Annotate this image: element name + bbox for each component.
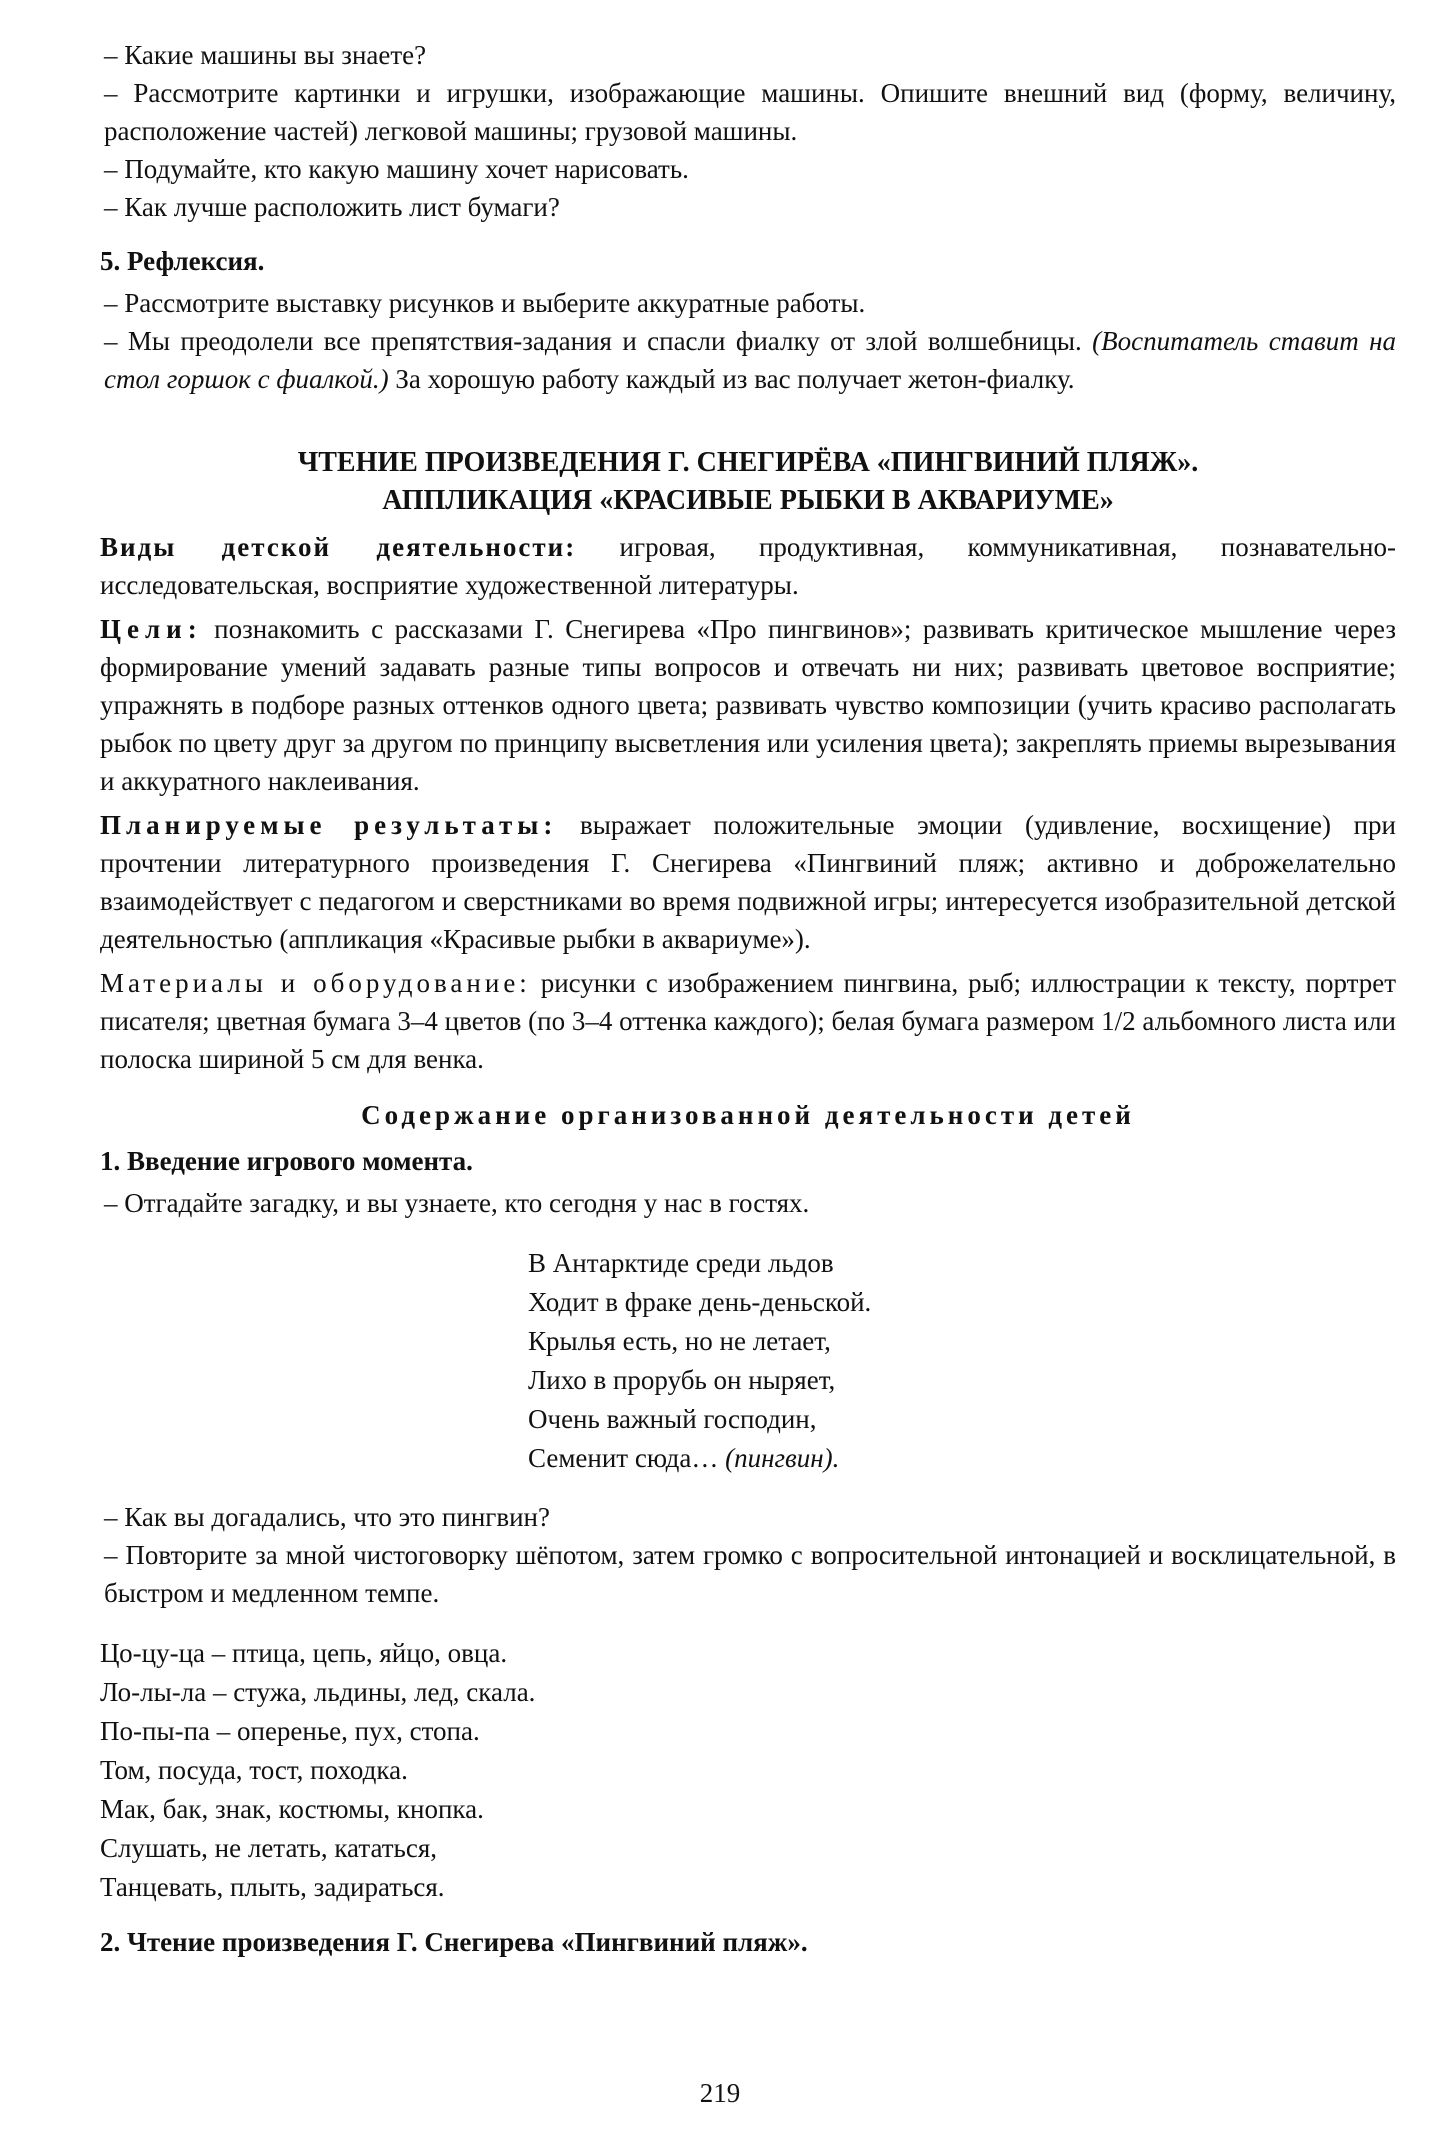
step-1-heading: 1. Введение игрового момента. [100, 1146, 473, 1176]
riddle-answer: (пингвин). [725, 1443, 840, 1473]
materials-label: Материалы и оборудование: [100, 968, 531, 998]
goals-text: познакомить с рассказами Г. Снегирева «Про пингвинов»; развивать критическое мышление через формирование умений задавать разные типы вопросов и отвечать ни них; развивать цветовое восприятие; упражнять в подборе разных оттенков одного цвета; развивать чувство композиции (учить красиво располагать рыбок по цвету друг за другом по принципу высветления или усиления цвета); закреплять приемы вырезывания и аккуратного наклеивания. [100, 614, 1396, 796]
goals-label: Цели: [100, 614, 203, 644]
instruction-look-at-pictures: – Рассмотрите картинки и игрушки, изображающие машины. Опишите внешний вид (форму, величину, расположение частей) легковой машины; грузовой машины. [104, 78, 1396, 146]
lesson-title-line-1: ЧТЕНИЕ ПРОИЗВЕДЕНИЯ Г. СНЕГИРЁВА «ПИНГВИНИЙ ПЛЯЖ». [297, 447, 1199, 478]
riddle-line: Крылья есть, но не летает, [528, 1326, 831, 1356]
materials-paragraph [100, 964, 1396, 1078]
riddle-line: Лихо в прорубь он ныряет, [528, 1365, 836, 1395]
page-number: 219 [699, 2078, 741, 2108]
reflection-line-2-start: – Мы преодолели все препятствия-задания и спасли фиалку от злой волшебницы. [104, 326, 1093, 356]
twister-line: Ло-лы-ла – стужа, льдины, лед, скала. [100, 1677, 536, 1707]
riddle-last-line [528, 1439, 1396, 1478]
twister-line: Танцевать, плыть, задираться. [100, 1872, 445, 1902]
activities-label: Виды детской деятельности: [100, 532, 577, 562]
tongue-twister [100, 1634, 1396, 1907]
riddle-line: В Антарктиде среди льдов [528, 1248, 834, 1278]
reflection-heading: 5. Рефлексия. [100, 246, 265, 276]
reflection-stage-direction: (Воспитатель ставит на стол горшок с фиалкой.) [104, 326, 1397, 394]
materials-text: рисунки с изображением пингвина, рыб; иллюстрации к тексту, портрет писателя; цветная бумага 3–4 цветов (по 3–4 оттенка каждого); белая бумага размером 1/2 альбомного листа или полоска шириной 5 см для венка. [100, 968, 1396, 1074]
question-guess: – Как вы догадались, что это пингвин? [104, 1502, 550, 1532]
reflection-line-2 [100, 322, 1396, 398]
lesson-title-line-2: АППЛИКАЦИЯ «КРАСИВЫЕ РЫБКИ В АКВАРИУМЕ» [382, 485, 1114, 516]
step-1-line: – Отгадайте загадку, и вы узнаете, кто сегодня у нас в гостях. [104, 1188, 810, 1218]
riddle [528, 1244, 1396, 1478]
riddle-line: Ходит в фраке день-деньской. [528, 1287, 872, 1317]
riddle-line: Очень важный господин, [528, 1404, 817, 1434]
results-label: Планируемые результаты: [100, 810, 558, 840]
reflection-line-1: – Рассмотрите выставку рисунков и выберите аккуратные работы. [104, 288, 866, 318]
content-heading: Содержание организованной деятельности детей [361, 1100, 1135, 1130]
question-cars: – Какие машины вы знаете? [104, 40, 427, 70]
repeat-instruction: – Повторите за мной чистоговорку шёпотом, затем громко с вопросительной интонацией и восклицательной, в быстром и медленном темпе. [104, 1540, 1396, 1608]
step-2-heading: 2. Чтение произведения Г. Снегирева «Пингвиний пляж». [100, 1927, 808, 1957]
results-text: выражает положительные эмоции (удивление, восхищение) при прочтении литературного произведения Г. Снегирева «Пингвиний пляж; активно и доброжелательно взаимодействует с педагогом и сверстниками во время подвижной игры; интересуется изобразительной детской деятельностью (аппликация «Красивые рыбки в аквариуме»). [100, 810, 1396, 954]
twister-line: Цо-цу-ца – птица, цепь, яйцо, овца. [100, 1638, 508, 1668]
lesson-title [100, 444, 1396, 520]
twister-line: Мак, бак, знак, костюмы, кнопка. [100, 1794, 484, 1824]
activities-paragraph [100, 528, 1396, 604]
instruction-think: – Подумайте, кто какую машину хочет нарисовать. [104, 154, 689, 184]
riddle-last-start: Семенит сюда… [528, 1443, 726, 1473]
question-paper-position: – Как лучше расположить лист бумаги? [104, 192, 560, 222]
twister-line: Том, посуда, тост, походка. [100, 1755, 408, 1785]
activities-text: игровая, продуктивная, коммуникативная, познавательно-исследовательская, восприятие художественной литературы. [100, 532, 1396, 600]
goals-paragraph [100, 610, 1396, 800]
twister-line: По-пы-па – оперенье, пух, стопа. [100, 1716, 480, 1746]
reflection-line-2-end: За хорошую работу каждый из вас получает жетон-фиалку. [388, 364, 1075, 394]
twister-line: Слушать, не летать, кататься, [100, 1833, 438, 1863]
results-paragraph [100, 806, 1396, 958]
